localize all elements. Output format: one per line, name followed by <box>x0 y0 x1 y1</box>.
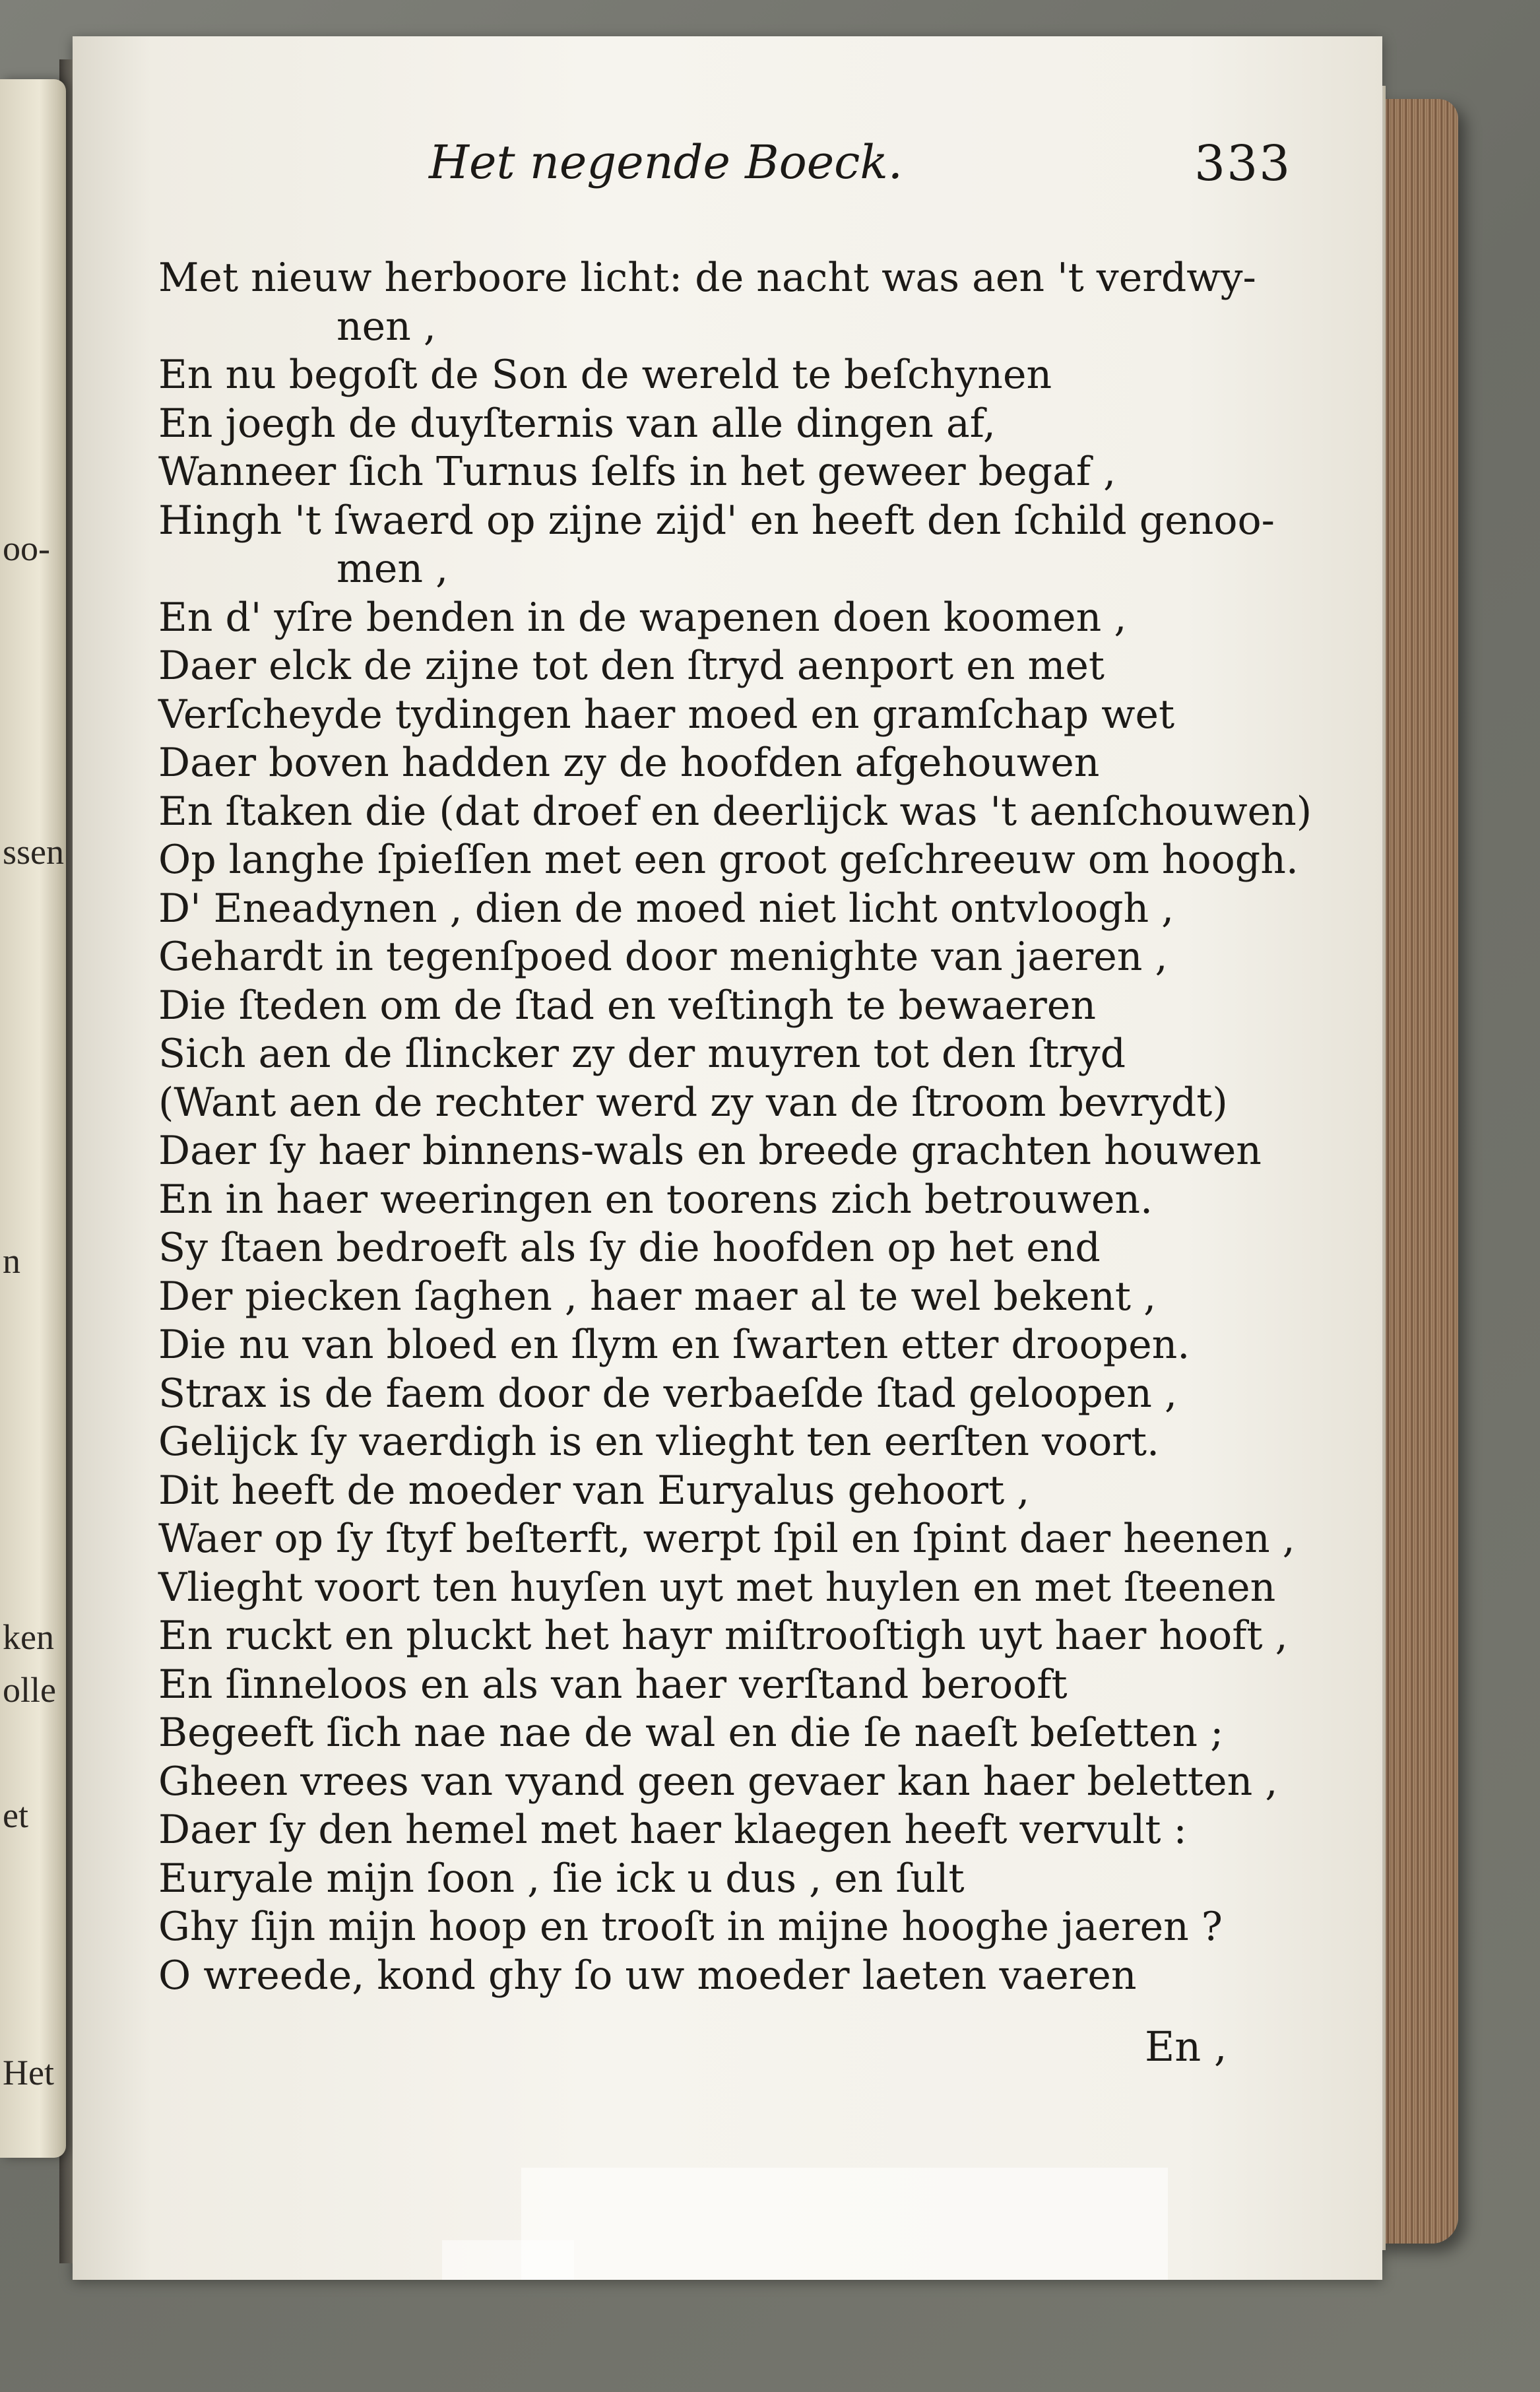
verse-line: Daer ſy den hemel met haer klaegen heeft vervult : <box>158 1807 1187 1853</box>
verse-line: Begeeft ſich nae nae de wal en die ſe naeſt beſetten ; <box>158 1710 1224 1756</box>
prev-page-fragment: ken <box>3 1617 54 1657</box>
verse-line: Die ſteden om de ſtad en veſtingh te bewaeren <box>158 982 1096 1029</box>
verse-line: En ſinneloos en als van haer verſtand berooft <box>158 1661 1068 1708</box>
verse-line: Wanneer ſich Turnus ſelfs in het geweer begaf , <box>158 449 1116 495</box>
prev-page-fragment: oo- <box>3 529 50 568</box>
book-page <box>73 36 1382 2280</box>
prev-page-fragment: ssen <box>3 832 64 872</box>
verse-line: Op langhe ſpieſſen met een groot geſchreeuw om hoogh. <box>158 837 1299 883</box>
verse-line: Gheen vrees van vyand geen gevaer kan haer beletten , <box>158 1758 1278 1805</box>
verse-line: Daer elck de zijne tot den ſtryd aenport en met <box>158 643 1105 689</box>
verse-line: Dit heeft de moeder van Euryalus gehoort , <box>158 1467 1030 1514</box>
light-glare <box>521 2168 1168 2280</box>
verse-line: Gelijck ſy vaerdigh is en vlieght ten eerſten voort. <box>158 1419 1160 1465</box>
previous-page-edge <box>0 79 66 2158</box>
verse-line: Met nieuw herboore licht: de nacht was aen 't verdwy- <box>158 255 1256 301</box>
verse-line: Die nu van bloed en ſlym en ſwarten etter droopen. <box>158 1322 1190 1368</box>
prev-page-fragment: Het <box>3 2053 54 2092</box>
verse-line: Verſcheyde tydingen haer moed en gramſchap wet <box>158 691 1175 738</box>
verse-line: Waer op ſy ſtyf beſterft, werpt ſpil en ſpint daer heenen , <box>158 1516 1295 1562</box>
prev-page-fragment: et <box>3 1795 28 1835</box>
verse-line: En ſtaken die (dat droef en deerlijck was 't aenſchouwen) <box>158 788 1312 835</box>
verse-line: men , <box>337 546 449 592</box>
verse-line: nen , <box>337 303 436 350</box>
catchword: En , <box>1145 2022 1227 2071</box>
verse-line: En ruckt en pluckt het hayr miſtrooſtigh uyt haer hooft , <box>158 1613 1288 1659</box>
verse-line: Euryale mijn ſoon , ſie ick u dus , en ſult <box>158 1855 965 1902</box>
verse-line: Der piecken ſaghen , haer maer al te wel bekent , <box>158 1273 1157 1320</box>
chapter-title: Het negende Boeck. <box>429 135 903 189</box>
verse-line: D' Eneadynen , dien de moed niet licht ontvloogh , <box>158 885 1174 932</box>
verse-line: Daer boven hadden zy de hoofden afgehouwen <box>158 740 1100 786</box>
verse-line: En nu begoſt de Son de wereld te beſchynen <box>158 352 1052 398</box>
verse-line: En d' yſre benden in de wapenen doen koomen , <box>158 594 1127 641</box>
verse-line: En in haer weeringen en toorens zich betrouwen. <box>158 1176 1153 1223</box>
page-number: 333 <box>1194 135 1292 192</box>
verse-line: En joegh de duyſternis van alle dingen af, <box>158 400 996 447</box>
verse-line: Daer ſy haer binnens-wals en breede grachten houwen <box>158 1128 1262 1174</box>
verse-line: O wreede, kond ghy ſo uw moeder laeten vaeren <box>158 1952 1137 1999</box>
verse-line: Gehardt in tegenſpoed door menighte van jaeren , <box>158 934 1168 980</box>
verse-line: Ghy ſijn mijn hoop en trooſt in mijne hooghe jaeren ? <box>158 1904 1223 1950</box>
prev-page-fragment: olle <box>3 1670 56 1710</box>
verse-line: Strax is de faem door de verbaeſde ſtad geloopen , <box>158 1370 1178 1417</box>
verse-line: Sich aen de ſlincker zy der muyren tot den ſtryd <box>158 1031 1126 1077</box>
verse-line: Sy ſtaen bedroeft als ſy die hoofden op het end <box>158 1225 1101 1271</box>
prev-page-fragment: n <box>3 1241 20 1281</box>
verse-line: (Want aen de rechter werd zy van de ſtroom bevrydt) <box>158 1079 1228 1126</box>
verse-line: Vlieght voort ten huyſen uyt met huylen en met ſteenen <box>158 1564 1276 1611</box>
verse-line: Hingh 't ſwaerd op zijne zijd' en heeft den ſchild genoo- <box>158 497 1275 544</box>
poem-text <box>158 254 1333 2000</box>
running-head <box>429 135 1419 221</box>
light-glare <box>442 2240 574 2280</box>
